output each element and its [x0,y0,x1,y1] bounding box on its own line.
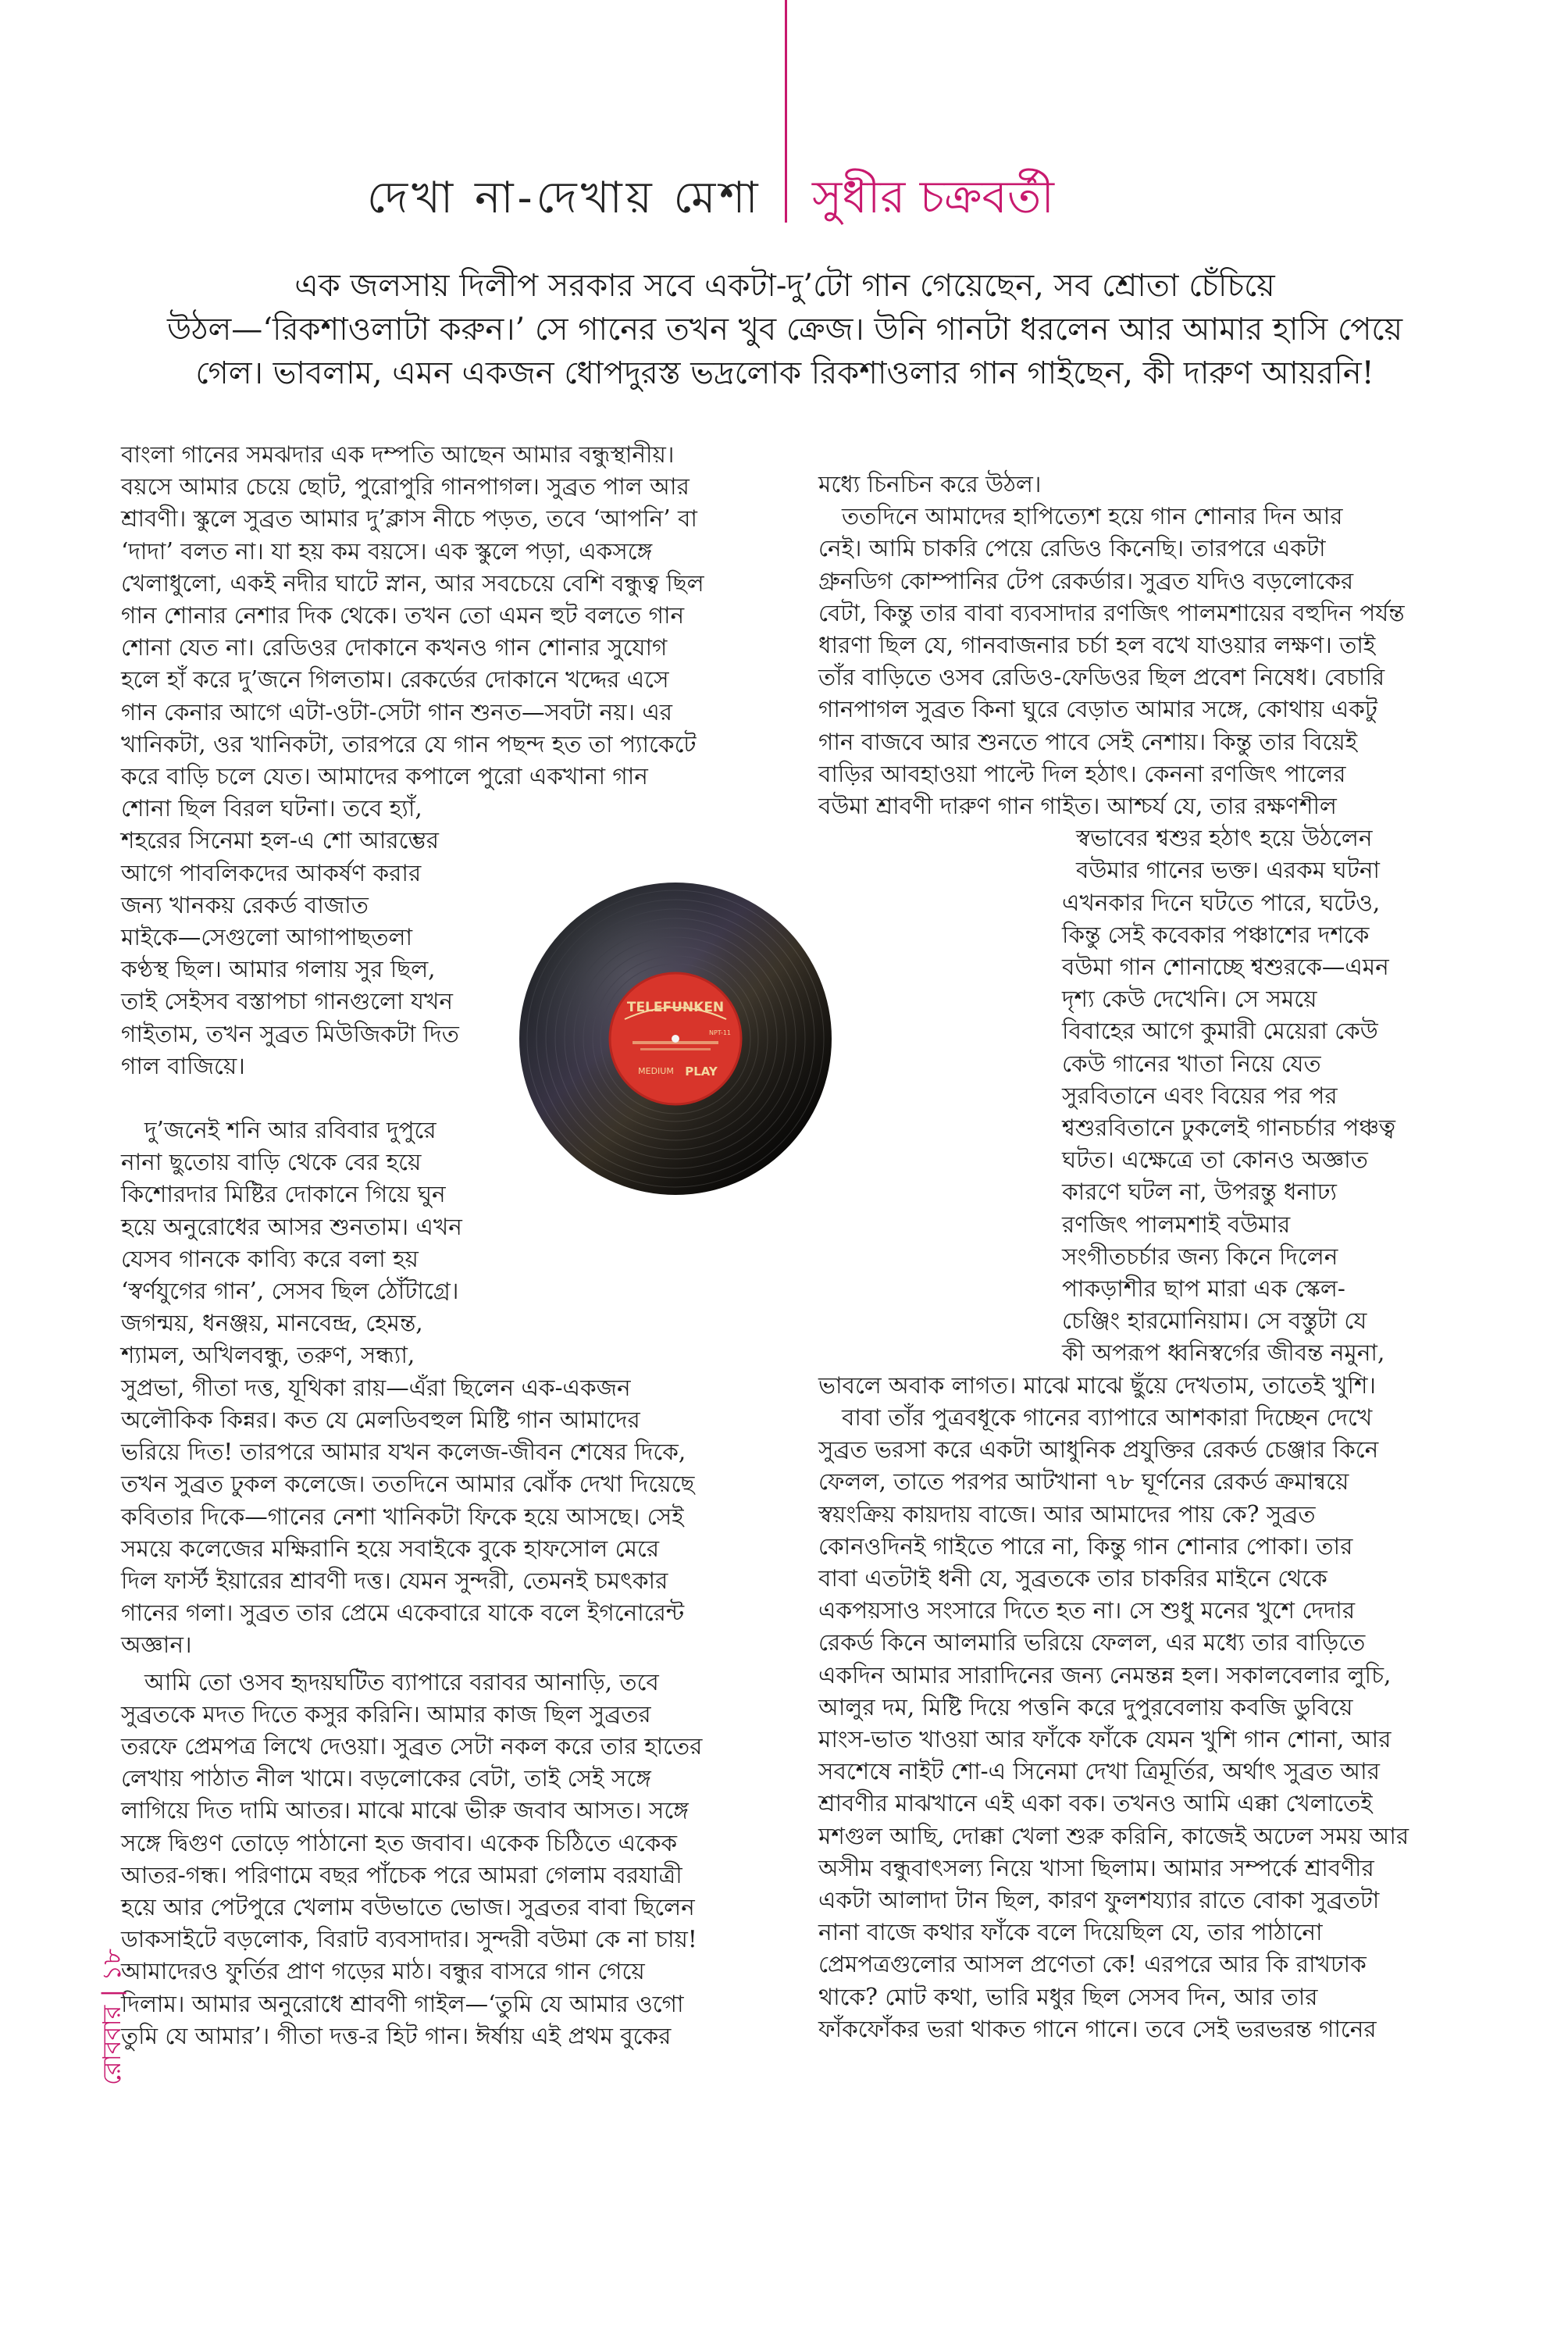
text-line: মশগুল আছি, দোক্কা খেলা শুরু করিনি, কাজেই অঢেল সময় আর [818,1822,1409,1849]
text-line: বউমার গানের ভক্ত। এরকম ঘটনা [1076,857,1380,884]
text-line: অজ্ঞান। [121,1631,192,1659]
text-line: নেই। আমি চাকরি পেয়ে রেডিও কিনেছি। তারপরে একটা [818,535,1326,562]
text-line: বাংলা গানের সমঝদার এক দম্পতি আছেন আমার বন্ধুস্থানীয়। [121,441,675,468]
text-line: দু’জনেই শনি আর রবিবার দুপুরে [144,1117,437,1144]
text-line: বয়সে আমার চেয়ে ছোট, পুরোপুরি গানপাগল। সুব্রত পাল আর [121,473,690,501]
page-number: ১৮ [97,1948,127,1981]
text-line: ততদিনে আমাদের হাপিত্যেশ হয়ে গান শোনার দিন আর [842,503,1343,530]
text-line: আমি তো ওসব হৃদয়ঘটিত ব্যাপারে বরাবর আনাড়ি, তবে [144,1668,659,1696]
text-line: বাবা এতটাই ধনী যে, সুব্রতকে তার চাকরির মাইনে থেকে [818,1564,1327,1592]
text-line: ভরিয়ে দিত! তারপরে আমার যখন কলেজ-জীবন শেষের দিকে, [121,1439,686,1466]
folio-separator: | [97,1981,127,1998]
text-line: গান বাজবে আর শুনতে পাবে সেই নেশায়। কিন্তু তার বিয়েই [818,728,1358,755]
page-folio [92,1949,134,2085]
text-line: বাড়ির আবহাওয়া পাল্টে দিল হঠাৎ। কেননা রণজিৎ পালের [818,760,1346,787]
text-line: ফেলল, তাতে পরপর আটখানা ৭৮ ঘূর্ণনের রেকর্ড ক্রমান্বয়ে [818,1468,1349,1496]
text-line: বিবাহের আগে কুমারী মেয়েরা কেউ [1062,1018,1378,1045]
text-line: স্বভাবের শ্বশুর হঠাৎ হয়ে উঠলেন [1076,825,1373,852]
text-line: প্রেমপত্রগুলোর আসল প্রণেতা কে! এরপরে আর কি রাখঢাক [818,1951,1367,1978]
text-line: স্বয়ংক্রিয় কায়দায় বাজে। আর আমাদের পায় কে? সুব্রত [818,1500,1316,1528]
text-line: সবশেষে নাইট শো-এ সিনেমা দেখা ত্রিমূর্তির, অর্থাৎ সুব্রত আর [818,1758,1380,1785]
text-line: শোনা ছিল বিরল ঘটনা। তবে হ্যাঁ, [121,795,422,822]
text-line: অসীম বন্ধুবাৎসল্য নিয়ে খাসা ছিলাম। আমার সম্পর্কে শ্রাবণীর [818,1854,1374,1881]
record-label-brand: TELEFUNKEN [626,1000,725,1015]
text-line: করে বাড়ি চলে যেত। আমাদের কপালে পুরো একখানা গান [121,763,648,790]
column-title: দেখা না-দেখায় মেশা [367,173,762,223]
left-column-part-c [121,1667,777,2052]
text-line: খানিকটা, ওর খানিকটা, তারপরে যে গান পছন্দ হত তা প্যাকেটে [121,730,697,758]
lead-line: গেল। ভাবলাম, এমন একজন ধোপদুরস্ত ভদ্রলোক রিকশাওলার গান গাইছেন, কী দারুণ আয়রনি! [195,355,1374,391]
text-line: গাল বাজিয়ে। [121,1052,245,1079]
text-line: মাংস-ভাত খাওয়া আর ফাঁকে ফাঁকে যেমন খুশি গান শোনা, আর [818,1725,1392,1753]
text-line: দৃশ্য কেউ দেখেনি। সে সময়ে [1062,986,1317,1013]
text-line: হয়ে অনুরোধের আসর শুনতাম। এখন [121,1213,462,1240]
record-label-medium: MEDIUM [638,1066,674,1076]
text-line: দিল ফার্স্ট ইয়ারের শ্রাবণী দত্ত। যেমন সুন্দরী, তেমনই চমৎকার [121,1567,668,1594]
text-line: গ্রুনডিগ কোম্পানির টেপ রেকর্ডার। সুব্রত যদিও বড়লোকের [818,567,1354,594]
text-line: কণ্ঠস্থ ছিল। আমার গলায় সুর ছিল, [121,956,436,983]
text-line: সুপ্রভা, গীতা দত্ত, যূথিকা রায়—এঁরা ছিলেন এক-একজন [121,1374,631,1401]
text-line: পাকড়াশীর ছাপ মারা এক স্কেল- [1062,1275,1345,1303]
text-line: রেকর্ড কিনে আলমারি ভরিয়ে ফেলল, এর মধ্যে তার বাড়িতে [818,1629,1366,1656]
text-line: ঘটত। এক্ষেত্রে তা কোনও অজ্ঞাত [1062,1146,1368,1174]
text-line: কী অপরূপ ধ্বনিস্বর্গের জীবন্ত নমুনা, [1062,1339,1385,1367]
text-line: ‘দাদা’ বলত না। যা হয় কম বয়সে। এক স্কুলে পড়া, একসঙ্গে [121,537,653,565]
text-line: যেসব গানকে কাব্যি করে বলা হয় [121,1245,419,1272]
magazine-name: রোববার [97,2005,127,2085]
text-line: শ্বশুরবিতানে ঢুকলেই গানচর্চার পঞ্চত্ব [1062,1114,1396,1142]
text-line: গান শোনার নেশার দিক থেকে। তখন তো এমন হুট বলতে গান [121,602,685,629]
text-line: কিশোরদার মিষ্টির দোকানে গিয়ে ঘুন [121,1181,446,1208]
text-line: গান কেনার আগে এটা-ওটা-সেটা গান শুনত—সবটা নয়। এর [121,698,673,726]
vinyl-record-illustration [515,879,836,1199]
text-line: কারণে ঘটল না, উপরন্তু ধনাঢ্য [1062,1179,1337,1206]
text-line: বেটা, কিন্তু তার বাবা ব্যবসাদার রণজিৎ পালমশায়ের বহুদিন পর্যন্ত [818,599,1405,626]
text-line: সময়ে কলেজের মক্ষিরানি হয়ে সবাইকে বুকে হাফসোল মেরে [121,1535,660,1562]
text-line: সঙ্গে দ্বিগুণ তোড়ে পাঠানো হত জবাব। একেক চিঠিতে একেক [121,1829,678,1856]
text-line: শোনা যেত না। রেডিওর দোকানে কখনও গান শোনার সুযোগ [121,634,668,661]
author-name: সুধীর চক্রবর্তী [812,170,1054,223]
text-line: ‘স্বর্ণযুগের গান’, সেসব ছিল ঠোঁটাগ্রে। [121,1278,459,1305]
text-line: শ্যামল, অখিলবন্ধু, তরুণ, সন্ধ্যা, [121,1342,415,1369]
text-line: হয়ে আর পেটপুরে খেলাম বউভাতে ভোজ। সুব্রতর বাবা ছিলেন [121,1893,695,1920]
text-line: থাকে? মোট কথা, ভারি মধুর ছিল সেসব দিন, আর তার [818,1983,1318,2010]
left-column [121,439,777,2052]
text-line: দিলাম। আমার অনুরোধে শ্রাবণী গাইল—‘তুমি যে আমার ওগো [121,1990,684,2017]
text-line: নানা বাজে কথার ফাঁকে বলে দিয়েছিল যে, তার পাঠানো [818,1919,1323,1946]
vinyl-record-image [515,879,836,1199]
text-line: অলৌকিক কিন্নর। কত যে মেলডিবহুল মিষ্টি গান আমাদের [121,1406,640,1433]
text-line: গানপাগল সুব্রত কিনা ঘুরে বেড়াত আমার সঙ্গে, কোথায় একটু [818,696,1377,723]
text-line: এখনকার দিনে ঘটতে পারে, ঘটেও, [1062,889,1381,916]
text-line: শ্রাবণীর মাঝখানে এই একা বক। তখনও আমি এক্কা খেলাতেই [818,1790,1373,1817]
text-line: একদিন আমার সারাদিনের জন্য নেমন্তন্ন হল। সকালবেলার লুচি, [818,1661,1392,1689]
text-line: গানের গলা। সুব্রত তার প্রেমে একেবারে যাকে বলে ইগনোরেন্ট [121,1599,685,1627]
text-line: তুমি যে আমার’। গীতা দত্ত-র হিট গান। ঈর্ষায় এই প্রথম বুকের [121,2022,672,2049]
text-line: আতর-গন্ধ। পরিণামে বছর পাঁচেক পরে আমরা গেলাম বরযাত্রী [121,1861,682,1888]
text-line: জগন্ময়, ধনঞ্জয়, মানবেন্দ্র, হেমন্ত, [121,1310,423,1337]
text-line: রণজিৎ পালমশাই বউমার [1062,1211,1291,1238]
text-line: কোনওদিনই গাইতে পারে না, কিন্তু গান শোনার পোকা। তার [818,1532,1353,1560]
text-line: লাগিয়ে দিত দামি আতর। মাঝে মাঝে ভীরু জবাব আসত। সঙ্গে [121,1797,689,1824]
text-line: বউমা শ্রাবণী দারুণ গান গাইত। আশ্চর্য যে, তার রক্ষণশীল [818,793,1337,820]
text-line: বাবা তাঁর পুত্রবধূকে গানের ব্যাপারে আশকারা দিচ্ছেন দেখে [842,1403,1373,1431]
text-line: কেউ গানের খাতা নিয়ে যেত [1062,1050,1321,1077]
right-column [818,469,1447,2045]
text-line: একপয়সাও সংসারে দিতে হত না। সে শুধু মনের খুশে দেদার [818,1597,1356,1624]
text-line: তখন সুব্রত ঢুকল কলেজে। ততদিনে আমার ঝোঁক দেখা দিয়েছে [121,1471,695,1498]
text-line: কিন্তু সেই কবেকার পঞ্চাশের দশকে [1062,921,1370,948]
record-label-code: NPT-11 [708,1029,732,1036]
text-line: একটা আলাদা টান ছিল, কারণ ফুলশয্যার রাতে বোকা সুব্রতটা [818,1886,1380,1913]
text-line: শহরের সিনেমা হল-এ শো আরম্ভের [121,827,440,854]
text-line: তাই সেইসব বস্তাপচা গানগুলো যখন [121,988,453,1015]
text-line: চেঞ্জিং হারমোনিয়াম। সে বস্তুটা যে [1062,1307,1367,1335]
text-line: হলে হাঁ করে দু’জনে গিলতাম। রেকর্ডের দোকানে খদ্দের এসে [121,666,669,694]
text-line: লেখায় পাঠাত নীল খামে। বড়লোকের বেটা, তাই সেই সঙ্গে [121,1765,651,1792]
text-line: সুরবিতানে এবং বিয়ের পর পর [1062,1082,1338,1109]
lead-line: উঠল—‘রিকশাওলাটা করুন।’ সে গানের তখন খুব ক্রেজ। উনি গানটা ধরলেন আর আমার হাসি পেয়ে [166,312,1403,348]
record-spindle-hole [672,1035,679,1043]
text-line: আগে পাবলিকদের আকর্ষণ করার [121,859,422,886]
text-line: সুব্রতকে মদত দিতে কসুর করিনি। আমার কাজ ছিল সুব্রতর [121,1700,651,1728]
text-line: ধারণা ছিল যে, গানবাজনার চর্চা হল বখে যাওয়ার লক্ষণ। তাই [818,632,1376,659]
text-line: গাইতাম, তখন সুব্রত মিউজিকটা দিত [121,1020,459,1047]
text-line: খেলাধুলো, একই নদীর ঘাটে স্নান, আর সবচেয়ে বেশি বন্ধুত্ব ছিল [121,569,704,597]
text-line: ফাঁকফোঁকর ভরা থাকত গানে গানে। তবে সেই ভরভরন্ত গানের [818,2015,1377,2042]
text-line: ডাকসাইটে বড়লোক, বিরাট ব্যবসাদার। সুন্দরী বউমা কে না চায়! [121,1926,697,1953]
text-line: মাইকে—সেগুলো আগাপাছতলা [121,924,413,951]
text-line: ভাবলে অবাক লাগত। মাঝে মাঝে ছুঁয়ে দেখতাম, তাতেই খুশি। [818,1371,1376,1399]
record-label-play: PLAY [685,1064,718,1079]
lead-paragraph [156,264,1413,395]
text-line: তাঁর বাড়িতে ওসব রেডিও-ফেডিওর ছিল প্রবেশ নিষেধ। বেচারি [818,664,1385,691]
text-line: তরফে প্রেমপত্র লিখে দেওয়া। সুব্রত সেটা নকল করে তার হাতের [121,1732,703,1760]
text-line: আমাদেরও ফুর্তির প্রাণ গড়ের মাঠ। বন্ধুর বাসরে গান গেয়ে [121,1958,645,1985]
text-line: শ্রাবণী। স্কুলে সুব্রত আমার দু’ক্লাস নীচে পড়ত, তবে ‘আপনি’ বা [121,505,697,533]
text-line: মধ্যে চিনচিন করে উঠল। [818,471,1042,497]
text-line: কবিতার দিকে—গানের নেশা খানিকটা ফিকে হয়ে আসছে। সেই [121,1503,684,1530]
record-label-text-line [640,1048,711,1050]
text-line: নানা ছুতোয় বাড়ি থেকে বের হয়ে [121,1149,422,1176]
text-line: আলুর দম, মিষ্টি দিয়ে পত্তনি করে দুপুরবেলায় কবজি ডুবিয়ে [818,1693,1353,1721]
text-line: সংগীতচর্চার জন্য কিনে দিলেন [1062,1243,1338,1270]
text-line: বউমা গান শোনাচ্ছে শ্বশুরকে—এমন [1062,954,1389,981]
text-line: জন্য খানকয় রেকর্ড বাজাত [121,891,369,918]
text-line: সুব্রত ভরসা করে একটা আধুনিক প্রযুক্তির রেকর্ড চেঞ্জার কিনে [818,1436,1379,1464]
lead-line: এক জলসায় দিলীপ সরকার সবে একটা-দু’টো গান গেয়েছেন, সব শ্রোতা চেঁচিয়ে [294,268,1275,304]
header-divider-rule [785,0,787,223]
